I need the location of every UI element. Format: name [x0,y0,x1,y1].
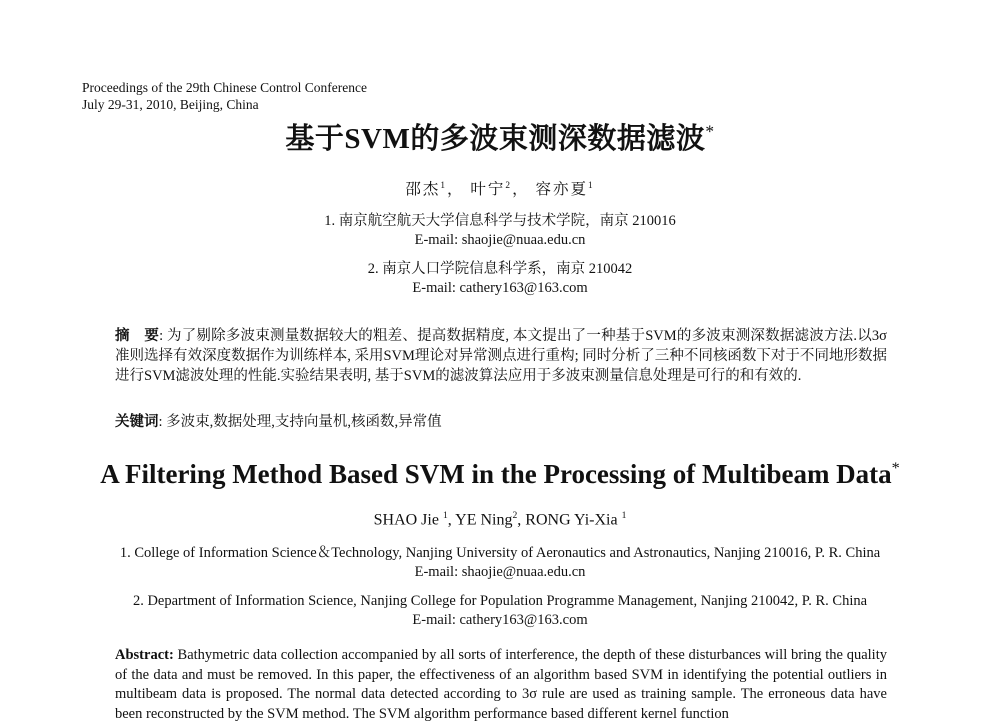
author-name: 容亦夏 [535,181,588,198]
affiliation-email: E-mail: cathery163@163.com [412,280,588,296]
affiliation-email: E-mail: shaojie@nuaa.edu.cn [414,232,586,248]
chinese-authors [0,177,1000,199]
affiliation-text: 1. College of Information Science＆Technology, Nanjing University of Aeronautics and Astronautics, Nanjing 210016, P. R. China [119,545,881,561]
conference-date-location: July 29-31, 2010, Beijing, China [82,97,259,112]
author-separator: , [517,511,526,529]
english-title-text: A Filtering Method Based SVM in the Processing of Multibeam Data [100,459,892,489]
chinese-affiliation-2 [0,260,1000,298]
affiliation-email: E-mail: shaojie@nuaa.edu.cn [414,564,586,580]
chinese-title-text: 基于SVM的多波束测深数据滤波 [285,123,706,155]
chinese-abstract [115,326,887,386]
english-title [0,459,1000,490]
english-title-footnote-mark: * [891,459,900,477]
english-affiliation-2 [0,592,1000,630]
chinese-affiliation-1 [0,212,1000,250]
chinese-abstract-label: 摘 要 [115,328,160,344]
chinese-abstract-text: : 为了剔除多波束测量数据较大的粗差、提高数据精度, 本文提出了一种基于SVM的多波束测深数据滤波方法.以3σ准则选择有效深度数据作为训练样本, 采用SVM理论对异常测点进行重构; 同时分析了三种不同核函数下对于不同地形数据进行SVM滤波处理的性能.实验结果表明, 基于SVM的滤波算法应用于多波束测量信息处理是可行的和有效的. [115,328,887,384]
conference-name: Proceedings of the 29th Chinese Control Conference [82,80,367,95]
affiliation-text: 1. 南京航空航天大学信息科学与技术学院，南京 210016 [324,213,676,229]
affiliation-email: E-mail: cathery163@163.com [412,612,588,628]
author-name: 邵杰 [405,181,441,198]
author-name: RONG Yi-Xia [525,511,622,529]
author-affiliation-mark: 1 [440,180,448,191]
author-affiliation-mark: 1 [587,180,595,191]
english-abstract [115,646,887,724]
author-name: YE Ning [455,511,513,529]
chinese-keywords-label: 关键词 [115,414,159,430]
author-separator: , [447,511,456,529]
affiliation-text: 2. 南京人口学院信息科学系，南京 210042 [367,261,633,277]
english-abstract-label: Abstract: [115,647,174,663]
affiliation-text: 2. Department of Information Science, Nanjing College for Population Programme Management, Nanjing 210042, P. R. China [132,593,868,609]
chinese-keywords-text: : 多波束,数据处理,支持向量机,核函数,异常值 [158,414,442,430]
english-abstract-text: Bathymetric data collection accompanied by all sorts of interference, the depth of these disturbances will bring the quality of the data and must be removed. In this paper, the effectiveness of an algorithm based SVM in identifying the potential outliers in multibeam data is proposed. The normal data detected according to 3σ rule are used as training sample. The erroneous data have been reconstructed by the SVM method. The SVM algorithm performance based different kernel function [115,647,887,722]
author-affiliation-mark: 1 [442,510,448,521]
author-name: SHAO Jie [373,511,443,529]
author-name: 叶宁 [470,181,506,198]
author-affiliation-mark: 2 [505,180,513,191]
conference-header [82,79,367,113]
chinese-keywords [115,412,887,432]
english-authors [0,510,1000,529]
english-affiliation-1 [0,544,1000,582]
author-affiliation-mark: 1 [621,510,627,521]
author-separator: ， [512,181,530,198]
chinese-title [0,116,1000,157]
author-separator: ， [447,181,465,198]
author-affiliation-mark: 2 [512,510,518,521]
chinese-title-footnote-mark: * [705,121,715,142]
